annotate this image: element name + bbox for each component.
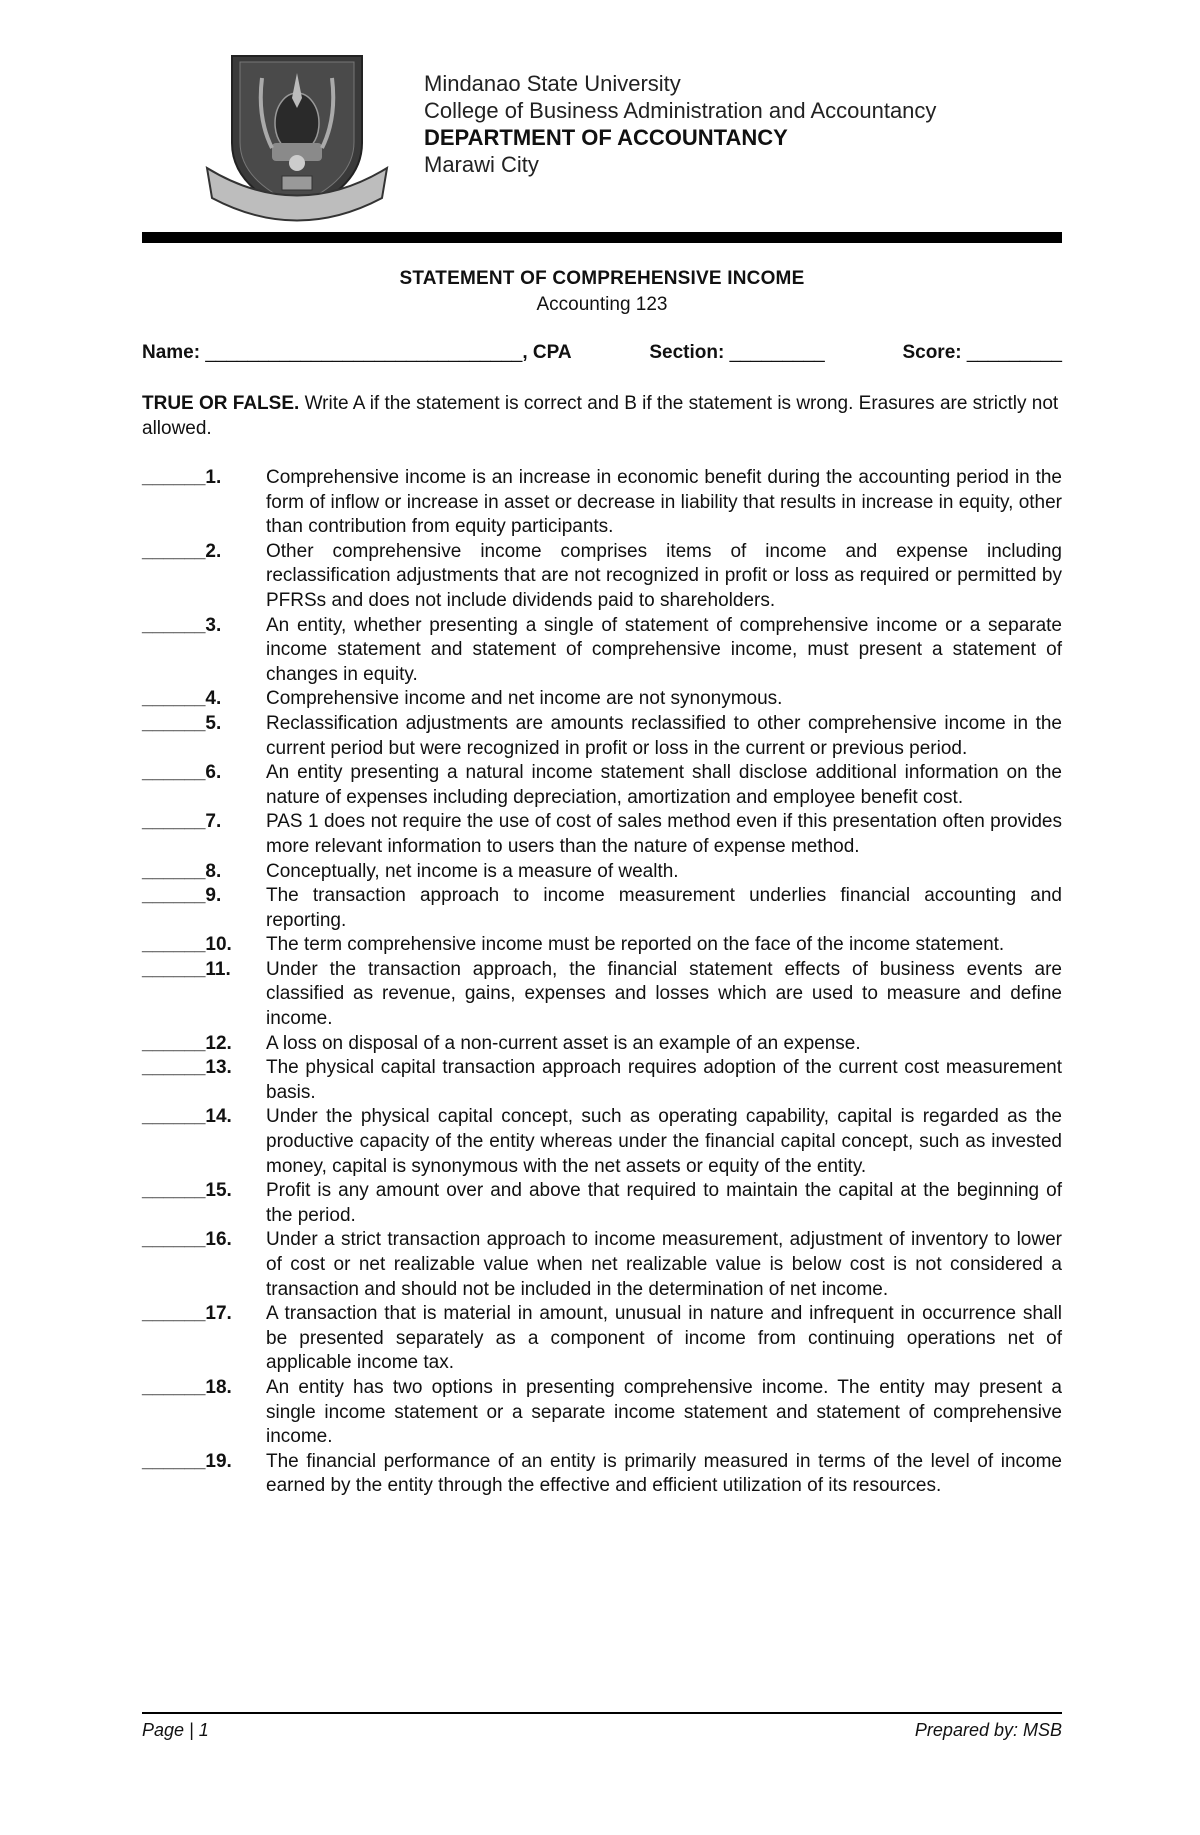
answer-blank-and-number[interactable] [142, 933, 266, 958]
question-item [142, 1302, 1062, 1376]
question-number: 8. [205, 860, 222, 882]
question-number: 3. [205, 614, 222, 636]
institution-block [424, 70, 936, 178]
score-label: Score: [902, 342, 962, 363]
question-item [142, 687, 1062, 712]
answer-blank[interactable]: ______ [142, 688, 206, 710]
answer-blank-and-number[interactable] [142, 958, 266, 983]
question-text: Reclassification adjustments are amounts reclassified to other comprehensive income in the current period but were recognized in profit or loss in the current or previous period. [266, 712, 1062, 759]
answer-blank[interactable]: ______ [142, 1106, 206, 1128]
section-label: Section: [649, 342, 725, 363]
question-list [142, 466, 1062, 1499]
answer-blank-and-number[interactable] [142, 884, 266, 909]
answer-blank[interactable]: ______ [142, 1180, 206, 1202]
answer-blank-and-number[interactable] [142, 1376, 266, 1401]
answer-blank[interactable]: ______ [142, 934, 206, 956]
question-text: A transaction that is material in amount, unusual in nature and infrequent in occurrence shall be presented separately as a component of income from continuing operations net of applicable income tax. [266, 1303, 1062, 1374]
score-group [902, 342, 1062, 364]
question-number: 19. [205, 1450, 232, 1472]
question-text: Comprehensive income is an increase in economic benefit during the accounting period in the form of inflow or increase in asset or decrease in liability that results in increase in equity, other than contribution from equity participants. [266, 467, 1062, 538]
answer-blank-and-number[interactable] [142, 761, 266, 786]
question-item [142, 860, 1062, 885]
header [142, 48, 1062, 238]
answer-blank[interactable]: ______ [142, 762, 206, 784]
question-number: 13. [205, 1057, 232, 1079]
question-item [142, 1032, 1062, 1057]
answer-blank-and-number[interactable] [142, 860, 266, 885]
question-number: 1. [205, 467, 222, 488]
answer-blank-and-number[interactable] [142, 1032, 266, 1057]
section-group [649, 342, 824, 364]
question-number: 15. [205, 1180, 232, 1202]
header-divider [142, 232, 1062, 243]
answer-blank-and-number[interactable] [142, 1179, 266, 1204]
question-number: 6. [205, 762, 222, 784]
answer-blank[interactable]: ______ [142, 1032, 206, 1054]
answer-blank[interactable]: ______ [142, 1057, 206, 1079]
question-item [142, 1056, 1062, 1105]
cpa-suffix: , CPA [522, 342, 572, 363]
answer-blank[interactable]: ______ [142, 860, 206, 882]
question-text: A loss on disposal of a non-current asset is an example of an expense. [266, 1032, 861, 1054]
answer-blank[interactable]: ______ [142, 712, 206, 734]
name-label: Name: [142, 342, 201, 363]
document-title: STATEMENT OF COMPREHENSIVE INCOME [399, 268, 805, 289]
prepared-by: Prepared by: MSB [914, 1720, 1062, 1740]
question-item [142, 712, 1062, 761]
question-text: Under the transaction approach, the financial statement effects of business events are classified as revenue, gains, expenses and losses which are used to measure and define income. [266, 958, 1062, 1030]
question-item [142, 1179, 1062, 1228]
question-item [142, 540, 1062, 614]
answer-blank-and-number[interactable] [142, 466, 266, 491]
answer-blank-and-number[interactable] [142, 1302, 266, 1327]
question-item [142, 1228, 1062, 1302]
question-number: 18. [205, 1376, 232, 1398]
answer-blank-and-number[interactable] [142, 1056, 266, 1081]
page-number: Page | 1 [142, 1720, 209, 1740]
question-text: PAS 1 does not require the use of cost of sales method even if this presentation often provides more relevant information to users than the nature of expense method. [266, 811, 1062, 857]
answer-blank-and-number[interactable] [142, 712, 266, 737]
question-number: 11. [205, 958, 231, 980]
question-item [142, 884, 1062, 933]
question-item [142, 761, 1062, 810]
question-number: 10. [205, 934, 232, 956]
question-item [142, 958, 1062, 1032]
question-text: An entity presenting a natural income statement shall disclose additional information on the nature of expenses including depreciation, amortization and employee benefit cost. [266, 762, 1062, 808]
answer-blank[interactable]: ______ [142, 1450, 206, 1472]
document-subtitle: Accounting 123 [536, 294, 668, 315]
answer-blank-and-number[interactable] [142, 1450, 266, 1475]
answer-blank-and-number[interactable] [142, 614, 266, 639]
question-text: Conceptually, net income is a measure of wealth. [266, 860, 679, 882]
answer-blank[interactable]: ______ [142, 1229, 206, 1251]
question-item [142, 933, 1062, 958]
question-number: 16. [205, 1229, 232, 1251]
question-number: 17. [205, 1303, 232, 1325]
question-number: 12. [205, 1032, 232, 1054]
answer-blank[interactable]: ______ [142, 811, 206, 833]
question-item [142, 466, 1062, 540]
question-text: Other comprehensive income comprises items of income and expense including reclassification adjustments that are not recognized in profit or loss as required or permitted by PFRSs and does not include dividends paid to shareholders. [266, 540, 1062, 611]
name-group [142, 342, 572, 364]
answer-blank-and-number[interactable] [142, 1228, 266, 1253]
student-info-line [142, 342, 1062, 364]
answer-blank[interactable]: ______ [142, 540, 206, 562]
answer-blank[interactable]: ______ [142, 1303, 206, 1325]
score-blank[interactable]: _________ [966, 342, 1062, 363]
answer-blank-and-number[interactable] [142, 1105, 266, 1130]
question-text: Under a strict transaction approach to income measurement, adjustment of inventory to lower of cost or net realizable value when net realizable value is below cost is not considered a transaction and should not be included in the determination of net income. [266, 1229, 1062, 1300]
question-item [142, 1376, 1062, 1450]
question-text: Under the physical capital concept, such as operating capability, capital is regarded as the productive capacity of the entity whereas under the financial capital concept, such as invested money, capital is synonymous with the net assets or equity of the entity. [266, 1106, 1062, 1177]
instructions-heading: TRUE OR FALSE. [142, 393, 300, 414]
question-number: 7. [205, 811, 222, 833]
footer-divider [142, 1712, 1062, 1714]
answer-blank[interactable]: ______ [142, 958, 206, 980]
answer-blank-and-number[interactable] [142, 810, 266, 835]
question-item [142, 810, 1062, 859]
question-item [142, 1105, 1062, 1179]
question-text: The financial performance of an entity is primarily measured in terms of the level of income earned by the entity through the effective and efficient utilization of its resources. [266, 1450, 1062, 1497]
college-name: College of Business Administration and Accountancy [424, 98, 937, 123]
question-text: Comprehensive income and net income are not synonymous. [266, 688, 783, 710]
question-number: 2. [205, 540, 222, 562]
answer-blank-and-number[interactable] [142, 540, 266, 565]
question-text: An entity, whether presenting a single of statement of comprehensive income or a separate income statement and statement of comprehensive income, must present a statement of changes in equity. [266, 614, 1062, 685]
question-number: 9. [205, 885, 222, 907]
question-number: 14. [205, 1106, 232, 1128]
instructions [142, 391, 1062, 441]
question-text: An entity has two options in presenting comprehensive income. The entity may present a single income statement or a separate income statement and statement of comprehensive income. [266, 1376, 1062, 1448]
answer-blank[interactable]: ______ [142, 614, 206, 636]
question-text: Profit is any amount over and above that required to maintain the capital at the beginning of the period. [266, 1180, 1062, 1226]
answer-blank[interactable]: ______ [142, 885, 206, 907]
section-blank[interactable]: _________ [729, 342, 825, 363]
question-text: The transaction approach to income measurement underlies financial accounting and reporting. [266, 885, 1062, 931]
university-name: Mindanao State University [424, 71, 681, 96]
university-seal-icon [202, 48, 392, 228]
question-text: The term comprehensive income must be reported on the face of the income statement. [266, 934, 1005, 956]
question-item [142, 1450, 1062, 1499]
question-number: 4. [205, 688, 222, 710]
question-text: The physical capital transaction approach requires adoption of the current cost measurement basis. [266, 1057, 1062, 1103]
city-name: Marawi City [424, 152, 539, 177]
answer-blank-and-number[interactable] [142, 687, 266, 712]
answer-blank[interactable]: ______ [142, 467, 206, 488]
question-number: 5. [205, 712, 222, 734]
name-blank[interactable]: ______________________________ [205, 342, 523, 363]
instructions-text: Write A if the statement is correct and B if the statement is wrong. Erasures are strictly not allowed. [142, 393, 1059, 439]
question-item [142, 614, 1062, 688]
answer-blank[interactable]: ______ [142, 1376, 206, 1398]
department-name: DEPARTMENT OF ACCOUNTANCY [424, 125, 788, 150]
